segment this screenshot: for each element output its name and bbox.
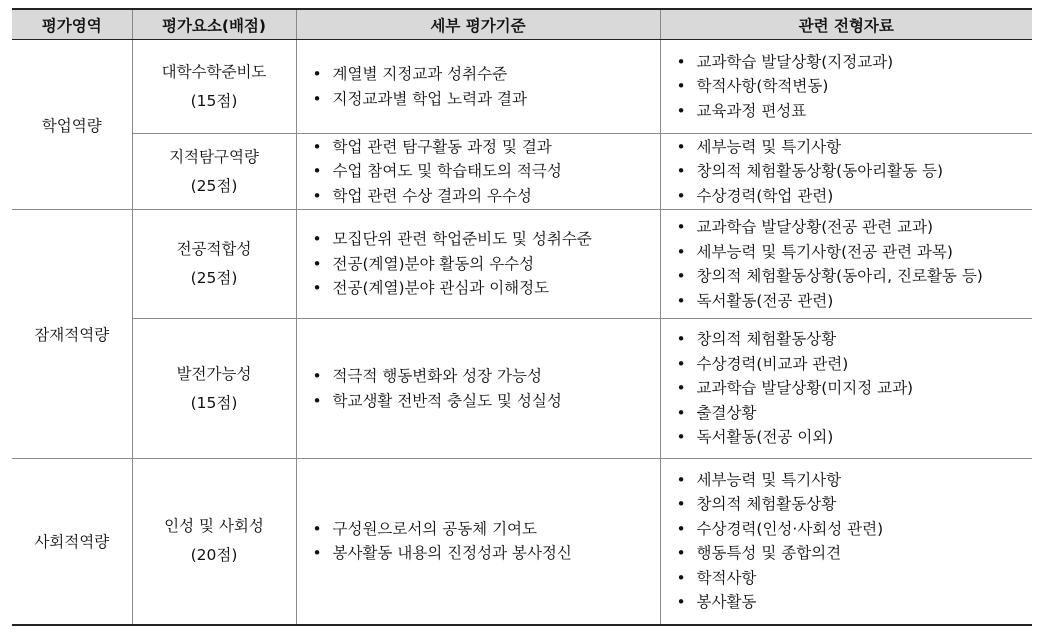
list-item: • 지정교과별 학업 노력과 결과 (313, 87, 660, 112)
element-cell (132, 459, 296, 625)
list-item: • 적극적 행동변화와 성장 가능성 (313, 364, 660, 389)
list-item: • 봉사활동 내용의 진정성과 봉사정신 (313, 541, 660, 566)
materials-cell (660, 134, 1032, 210)
evaluation-table (12, 8, 1032, 626)
materials-cell (660, 40, 1032, 134)
list-item: • 세부능력 및 특기사항 (677, 468, 1033, 493)
element-name: 발전가능성 (176, 364, 252, 383)
header-criteria: 세부 평가기준 (296, 9, 660, 40)
table-row (12, 319, 1032, 459)
materials-list (661, 468, 1033, 615)
list-item: • 세부능력 및 특기사항 (677, 135, 1033, 160)
criteria-cell (296, 319, 660, 459)
element-cell (132, 40, 296, 134)
list-item: • 세부능력 및 특기사항(전공 관련 과목) (677, 240, 1033, 265)
list-item: • 창의적 체험활동상황(동아리, 진로활동 등) (677, 264, 1033, 289)
criteria-cell (296, 134, 660, 210)
list-item: • 구성원으로서의 공동체 기여도 (313, 517, 660, 542)
element-cell (132, 134, 296, 210)
list-item: • 교과학습 발달상황(전공 관련 교과) (677, 215, 1033, 240)
criteria-cell (296, 40, 660, 134)
list-item: • 창의적 체험활동상황 (677, 492, 1033, 517)
element-cell (132, 210, 296, 319)
list-item: • 출결상황 (677, 401, 1033, 426)
element-cell (132, 319, 296, 459)
list-item: • 창의적 체험활동상황 (677, 327, 1033, 352)
list-item: • 교과학습 발달상황(미지정 교과) (677, 376, 1033, 401)
list-item: • 수상경력(인성·사회성 관련) (677, 517, 1033, 542)
list-item: • 전공(계열)분야 관심과 이해정도 (313, 276, 660, 301)
list-item: • 전공(계열)분야 활동의 우수성 (313, 252, 660, 277)
materials-list (661, 215, 1033, 313)
criteria-list (297, 227, 660, 301)
criteria-list (297, 364, 660, 413)
list-item: • 행동특성 및 종합의견 (677, 541, 1033, 566)
materials-cell (660, 210, 1032, 319)
materials-cell (660, 459, 1032, 625)
list-item: • 독서활동(전공 관련) (677, 289, 1033, 314)
list-item: • 수상경력(비교과 관련) (677, 352, 1033, 377)
list-item: • 창의적 체험활동상황(동아리활동 등) (677, 159, 1033, 184)
element-score: (15점) (190, 91, 238, 110)
materials-list (661, 50, 1033, 124)
area-academic: 학업역량 (12, 40, 132, 210)
list-item: • 수상경력(학업 관련) (677, 184, 1033, 209)
criteria-list (297, 135, 660, 209)
table-row (12, 40, 1032, 134)
evaluation-table-wrapper (12, 8, 1032, 626)
list-item: • 교과학습 발달상황(지정교과) (677, 50, 1033, 75)
element-name: 인성 및 사회성 (164, 517, 264, 536)
element-score: (25점) (190, 269, 238, 287)
criteria-cell (296, 459, 660, 625)
list-item: • 학교생활 전반적 충실도 및 성실성 (313, 389, 660, 414)
header-row (12, 9, 1032, 40)
element-name: 대학수학준비도 (161, 62, 267, 81)
list-item: • 모집단위 관련 학업준비도 및 성취수준 (313, 227, 660, 252)
materials-list (661, 327, 1033, 450)
list-item: • 교육과정 편성표 (677, 99, 1033, 124)
element-score: (20점) (190, 546, 238, 565)
table-row (12, 134, 1032, 210)
criteria-list (297, 62, 660, 111)
criteria-cell (296, 210, 660, 319)
list-item: • 계열별 지정교과 성취수준 (313, 62, 660, 87)
list-item: • 수업 참여도 및 학습태도의 적극성 (313, 159, 660, 184)
materials-list (661, 135, 1033, 209)
list-item: • 봉사활동 (677, 590, 1033, 615)
table-row (12, 459, 1032, 625)
list-item: • 학업 관련 탐구활동 과정 및 결과 (313, 135, 660, 160)
element-name: 지적탐구역량 (169, 147, 259, 166)
element-score: (15점) (190, 393, 238, 412)
element-score: (25점) (190, 176, 238, 195)
list-item: • 학적사항(학적변동) (677, 74, 1033, 99)
criteria-list (297, 517, 660, 566)
list-item: • 독서활동(전공 이외) (677, 425, 1033, 450)
header-area: 평가영역 (12, 9, 132, 40)
area-potential: 잠재적역량 (12, 210, 132, 459)
materials-cell (660, 319, 1032, 459)
list-item: • 학업 관련 수상 결과의 우수성 (313, 184, 660, 209)
area-social: 사회적역량 (12, 459, 132, 625)
list-item: • 학적사항 (677, 566, 1033, 591)
header-element: 평가요소(배점) (132, 9, 296, 40)
header-materials: 관련 전형자료 (660, 9, 1032, 40)
element-name: 전공적합성 (176, 240, 252, 258)
table-row (12, 210, 1032, 319)
